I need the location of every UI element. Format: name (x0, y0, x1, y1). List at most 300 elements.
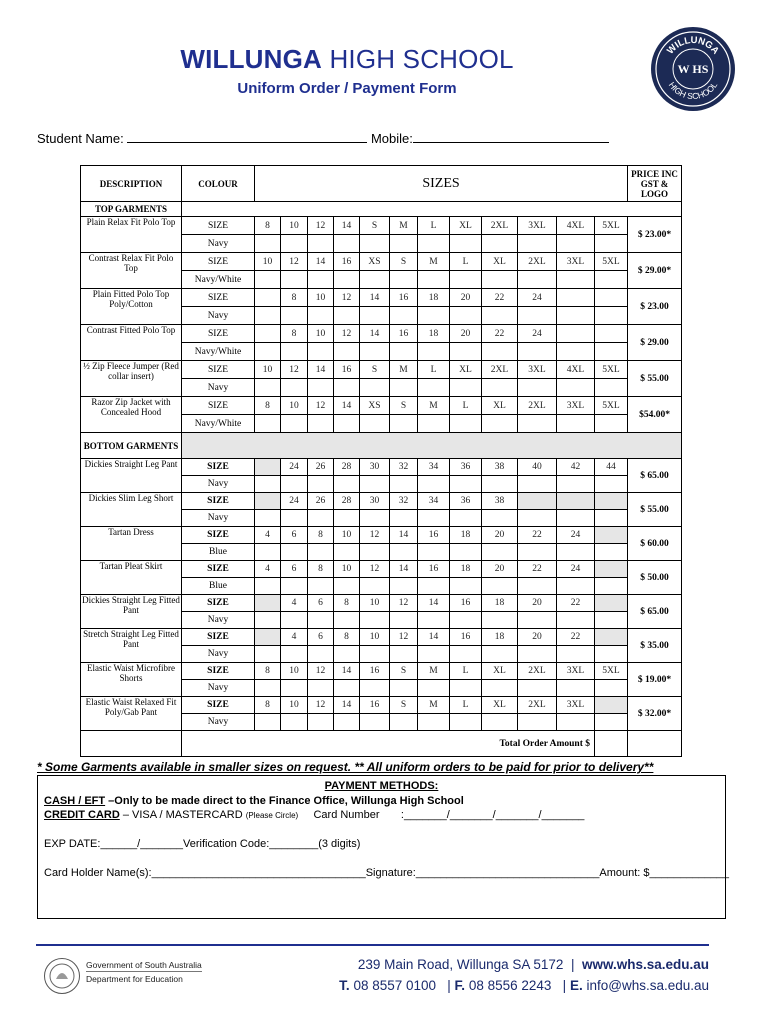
quantity-cell[interactable] (390, 476, 418, 493)
size-option-blank[interactable] (557, 325, 595, 343)
size-option-2XL[interactable]: 2XL (518, 663, 557, 680)
size-option-24[interactable]: 24 (557, 527, 595, 544)
card-holder-line[interactable]: Card Holder Name(s):___________________________________Signature:______________________________Amount: $_____________ (44, 867, 730, 879)
quantity-cell[interactable] (390, 343, 418, 361)
size-option-8[interactable]: 8 (281, 325, 308, 343)
quantity-cell[interactable] (281, 235, 308, 253)
quantity-cell[interactable] (334, 415, 360, 433)
size-option-blank[interactable] (595, 325, 628, 343)
size-option-L[interactable]: L (418, 217, 450, 235)
quantity-cell[interactable] (450, 680, 482, 697)
quantity-cell[interactable] (255, 714, 281, 731)
size-option-blank[interactable] (255, 325, 281, 343)
quantity-cell[interactable] (390, 646, 418, 663)
size-option-3XL[interactable]: 3XL (557, 663, 595, 680)
quantity-cell[interactable] (390, 510, 418, 527)
size-option-XL[interactable]: XL (482, 697, 518, 714)
quantity-cell[interactable] (281, 680, 308, 697)
quantity-cell[interactable] (281, 714, 308, 731)
size-option-10[interactable]: 10 (308, 325, 334, 343)
quantity-cell[interactable] (334, 612, 360, 629)
quantity-cell[interactable] (308, 646, 334, 663)
size-option-18[interactable]: 18 (418, 289, 450, 307)
size-option-16[interactable]: 16 (418, 527, 450, 544)
size-option-26[interactable]: 26 (308, 493, 334, 510)
size-option-4XL[interactable]: 4XL (557, 361, 595, 379)
quantity-cell[interactable] (360, 680, 390, 697)
quantity-cell[interactable] (281, 510, 308, 527)
size-option-2XL[interactable]: 2XL (518, 253, 557, 271)
size-option-6[interactable]: 6 (308, 595, 334, 612)
quantity-cell[interactable] (418, 271, 450, 289)
size-option-blank[interactable] (595, 289, 628, 307)
quantity-cell[interactable] (334, 379, 360, 397)
size-option-blank[interactable] (255, 629, 281, 646)
quantity-cell[interactable] (360, 307, 390, 325)
size-option-2XL[interactable]: 2XL (482, 217, 518, 235)
size-option-24[interactable]: 24 (557, 561, 595, 578)
quantity-cell[interactable] (595, 307, 628, 325)
quantity-cell[interactable] (518, 646, 557, 663)
size-option-10[interactable]: 10 (255, 253, 281, 271)
size-option-8[interactable]: 8 (255, 397, 281, 415)
quantity-cell[interactable] (255, 544, 281, 561)
quantity-cell[interactable] (450, 714, 482, 731)
quantity-cell[interactable] (482, 307, 518, 325)
quantity-cell[interactable] (334, 271, 360, 289)
quantity-cell[interactable] (390, 307, 418, 325)
size-option-14[interactable]: 14 (360, 325, 390, 343)
quantity-cell[interactable] (595, 235, 628, 253)
mobile-field[interactable] (413, 130, 609, 143)
size-option-42[interactable]: 42 (557, 459, 595, 476)
quantity-cell[interactable] (518, 235, 557, 253)
quantity-cell[interactable] (557, 476, 595, 493)
quantity-cell[interactable] (360, 379, 390, 397)
size-option-4[interactable]: 4 (255, 527, 281, 544)
quantity-cell[interactable] (255, 235, 281, 253)
quantity-cell[interactable] (482, 343, 518, 361)
size-option-20[interactable]: 20 (518, 629, 557, 646)
size-option-24[interactable]: 24 (281, 493, 308, 510)
quantity-cell[interactable] (360, 415, 390, 433)
size-option-36[interactable]: 36 (450, 493, 482, 510)
size-option-M[interactable]: M (418, 253, 450, 271)
quantity-cell[interactable] (334, 714, 360, 731)
size-option-12[interactable]: 12 (390, 595, 418, 612)
quantity-cell[interactable] (482, 578, 518, 595)
quantity-cell[interactable] (595, 714, 628, 731)
quantity-cell[interactable] (390, 544, 418, 561)
size-option-3XL[interactable]: 3XL (518, 217, 557, 235)
quantity-cell[interactable] (450, 544, 482, 561)
size-option-8[interactable]: 8 (255, 697, 281, 714)
size-option-S[interactable]: S (390, 697, 418, 714)
size-option-14[interactable]: 14 (308, 361, 334, 379)
size-option-12[interactable]: 12 (334, 325, 360, 343)
size-option-blank[interactable] (255, 493, 281, 510)
quantity-cell[interactable] (255, 307, 281, 325)
size-option-S[interactable]: S (360, 217, 390, 235)
quantity-cell[interactable] (334, 510, 360, 527)
size-option-14[interactable]: 14 (334, 217, 360, 235)
total-order-amount[interactable] (628, 731, 682, 757)
quantity-cell[interactable] (281, 544, 308, 561)
size-option-2XL[interactable]: 2XL (482, 361, 518, 379)
quantity-cell[interactable] (334, 544, 360, 561)
quantity-cell[interactable] (255, 415, 281, 433)
size-option-14[interactable]: 14 (418, 595, 450, 612)
quantity-cell[interactable] (482, 235, 518, 253)
quantity-cell[interactable] (450, 343, 482, 361)
quantity-cell[interactable] (360, 271, 390, 289)
size-option-6[interactable]: 6 (281, 561, 308, 578)
size-option-XL[interactable]: XL (482, 253, 518, 271)
quantity-cell[interactable] (518, 271, 557, 289)
quantity-cell[interactable] (255, 343, 281, 361)
quantity-cell[interactable] (281, 646, 308, 663)
size-option-8[interactable]: 8 (308, 527, 334, 544)
size-option-24[interactable]: 24 (518, 289, 557, 307)
size-option-10[interactable]: 10 (334, 527, 360, 544)
quantity-cell[interactable] (450, 510, 482, 527)
size-option-10[interactable]: 10 (360, 629, 390, 646)
size-option-12[interactable]: 12 (360, 527, 390, 544)
size-option-12[interactable]: 12 (281, 361, 308, 379)
quantity-cell[interactable] (255, 476, 281, 493)
quantity-cell[interactable] (360, 343, 390, 361)
size-option-6[interactable]: 6 (308, 629, 334, 646)
quantity-cell[interactable] (390, 415, 418, 433)
size-option-22[interactable]: 22 (557, 629, 595, 646)
size-option-L[interactable]: L (450, 397, 482, 415)
size-option-blank[interactable] (557, 493, 595, 510)
quantity-cell[interactable] (450, 271, 482, 289)
size-option-14[interactable]: 14 (334, 397, 360, 415)
size-option-3XL[interactable]: 3XL (518, 361, 557, 379)
quantity-cell[interactable] (390, 578, 418, 595)
quantity-cell[interactable] (450, 415, 482, 433)
size-option-L[interactable]: L (450, 663, 482, 680)
size-option-18[interactable]: 18 (450, 561, 482, 578)
quantity-cell[interactable] (308, 510, 334, 527)
size-option-blank[interactable] (518, 493, 557, 510)
quantity-cell[interactable] (450, 235, 482, 253)
size-option-3XL[interactable]: 3XL (557, 397, 595, 415)
quantity-cell[interactable] (557, 612, 595, 629)
size-option-22[interactable]: 22 (482, 289, 518, 307)
size-option-5XL[interactable]: 5XL (595, 217, 628, 235)
quantity-cell[interactable] (308, 379, 334, 397)
size-option-14[interactable]: 14 (390, 527, 418, 544)
size-option-2XL[interactable]: 2XL (518, 397, 557, 415)
quantity-cell[interactable] (595, 680, 628, 697)
quantity-cell[interactable] (308, 415, 334, 433)
size-option-8[interactable]: 8 (255, 217, 281, 235)
quantity-cell[interactable] (418, 415, 450, 433)
quantity-cell[interactable] (360, 714, 390, 731)
size-option-24[interactable]: 24 (281, 459, 308, 476)
size-option-8[interactable]: 8 (255, 663, 281, 680)
size-option-blank[interactable] (595, 697, 628, 714)
exp-date-line[interactable]: EXP DATE:______/_______Verification Code:________(3 digits) (44, 838, 361, 850)
quantity-cell[interactable] (595, 510, 628, 527)
size-option-8[interactable]: 8 (334, 629, 360, 646)
size-option-14[interactable]: 14 (308, 253, 334, 271)
size-option-16[interactable]: 16 (450, 595, 482, 612)
quantity-cell[interactable] (418, 680, 450, 697)
quantity-cell[interactable] (518, 343, 557, 361)
size-option-38[interactable]: 38 (482, 459, 518, 476)
quantity-cell[interactable] (255, 646, 281, 663)
quantity-cell[interactable] (255, 612, 281, 629)
quantity-cell[interactable] (482, 510, 518, 527)
quantity-cell[interactable] (482, 544, 518, 561)
size-option-blank[interactable] (557, 289, 595, 307)
size-option-34[interactable]: 34 (418, 459, 450, 476)
quantity-cell[interactable] (334, 235, 360, 253)
quantity-cell[interactable] (595, 544, 628, 561)
quantity-cell[interactable] (308, 271, 334, 289)
size-option-4[interactable]: 4 (281, 595, 308, 612)
size-option-blank[interactable] (255, 459, 281, 476)
quantity-cell[interactable] (334, 578, 360, 595)
size-option-20[interactable]: 20 (450, 289, 482, 307)
size-option-10[interactable]: 10 (255, 361, 281, 379)
quantity-cell[interactable] (418, 578, 450, 595)
quantity-cell[interactable] (418, 235, 450, 253)
size-option-12[interactable]: 12 (390, 629, 418, 646)
quantity-cell[interactable] (557, 680, 595, 697)
size-option-L[interactable]: L (450, 253, 482, 271)
size-option-12[interactable]: 12 (360, 561, 390, 578)
quantity-cell[interactable] (518, 578, 557, 595)
size-option-16[interactable]: 16 (334, 361, 360, 379)
size-option-22[interactable]: 22 (557, 595, 595, 612)
size-option-XL[interactable]: XL (450, 361, 482, 379)
size-option-5XL[interactable]: 5XL (595, 253, 628, 271)
quantity-cell[interactable] (595, 646, 628, 663)
quantity-cell[interactable] (281, 476, 308, 493)
quantity-cell[interactable] (450, 646, 482, 663)
size-option-28[interactable]: 28 (334, 493, 360, 510)
size-option-18[interactable]: 18 (418, 325, 450, 343)
size-option-3XL[interactable]: 3XL (557, 697, 595, 714)
size-option-26[interactable]: 26 (308, 459, 334, 476)
quantity-cell[interactable] (308, 235, 334, 253)
quantity-cell[interactable] (418, 476, 450, 493)
size-option-44[interactable]: 44 (595, 459, 628, 476)
size-option-14[interactable]: 14 (418, 629, 450, 646)
size-option-5XL[interactable]: 5XL (595, 397, 628, 415)
size-option-10[interactable]: 10 (334, 561, 360, 578)
quantity-cell[interactable] (255, 271, 281, 289)
size-option-blank[interactable] (595, 527, 628, 544)
quantity-cell[interactable] (482, 714, 518, 731)
size-option-32[interactable]: 32 (390, 459, 418, 476)
quantity-cell[interactable] (482, 612, 518, 629)
size-option-4[interactable]: 4 (281, 629, 308, 646)
quantity-cell[interactable] (482, 415, 518, 433)
size-option-10[interactable]: 10 (281, 217, 308, 235)
quantity-cell[interactable] (390, 379, 418, 397)
quantity-cell[interactable] (482, 680, 518, 697)
size-option-14[interactable]: 14 (360, 289, 390, 307)
quantity-cell[interactable] (482, 379, 518, 397)
size-option-18[interactable]: 18 (482, 595, 518, 612)
quantity-cell[interactable] (557, 415, 595, 433)
quantity-cell[interactable] (255, 379, 281, 397)
quantity-cell[interactable] (482, 646, 518, 663)
size-option-10[interactable]: 10 (308, 289, 334, 307)
size-option-40[interactable]: 40 (518, 459, 557, 476)
size-option-22[interactable]: 22 (482, 325, 518, 343)
size-option-blank[interactable] (255, 289, 281, 307)
size-option-16[interactable]: 16 (360, 663, 390, 680)
size-option-10[interactable]: 10 (360, 595, 390, 612)
size-option-12[interactable]: 12 (308, 697, 334, 714)
size-option-M[interactable]: M (390, 217, 418, 235)
size-option-10[interactable]: 10 (281, 697, 308, 714)
size-option-L[interactable]: L (450, 697, 482, 714)
size-option-16[interactable]: 16 (418, 561, 450, 578)
quantity-cell[interactable] (450, 379, 482, 397)
size-option-XS[interactable]: XS (360, 253, 390, 271)
school-website[interactable]: www.whs.sa.edu.au (581, 957, 709, 972)
quantity-cell[interactable] (518, 680, 557, 697)
size-option-XS[interactable]: XS (360, 397, 390, 415)
quantity-cell[interactable] (390, 714, 418, 731)
size-option-30[interactable]: 30 (360, 459, 390, 476)
quantity-cell[interactable] (557, 235, 595, 253)
quantity-cell[interactable] (557, 646, 595, 663)
quantity-cell[interactable] (255, 578, 281, 595)
quantity-cell[interactable] (390, 612, 418, 629)
quantity-cell[interactable] (557, 714, 595, 731)
size-option-16[interactable]: 16 (390, 325, 418, 343)
size-option-blank[interactable] (595, 493, 628, 510)
size-option-12[interactable]: 12 (308, 663, 334, 680)
quantity-cell[interactable] (281, 578, 308, 595)
quantity-cell[interactable] (308, 476, 334, 493)
quantity-cell[interactable] (557, 343, 595, 361)
size-option-22[interactable]: 22 (518, 527, 557, 544)
size-option-5XL[interactable]: 5XL (595, 663, 628, 680)
quantity-cell[interactable] (450, 578, 482, 595)
quantity-cell[interactable] (418, 343, 450, 361)
size-option-12[interactable]: 12 (334, 289, 360, 307)
quantity-cell[interactable] (360, 612, 390, 629)
size-option-34[interactable]: 34 (418, 493, 450, 510)
size-option-L[interactable]: L (418, 361, 450, 379)
quantity-cell[interactable] (334, 476, 360, 493)
quantity-cell[interactable] (557, 307, 595, 325)
quantity-cell[interactable] (450, 476, 482, 493)
quantity-cell[interactable] (308, 343, 334, 361)
size-option-M[interactable]: M (418, 397, 450, 415)
size-option-20[interactable]: 20 (450, 325, 482, 343)
size-option-XL[interactable]: XL (482, 663, 518, 680)
size-option-2XL[interactable]: 2XL (518, 697, 557, 714)
quantity-cell[interactable] (418, 307, 450, 325)
quantity-cell[interactable] (595, 578, 628, 595)
size-option-8[interactable]: 8 (308, 561, 334, 578)
quantity-cell[interactable] (360, 544, 390, 561)
quantity-cell[interactable] (281, 307, 308, 325)
quantity-cell[interactable] (360, 476, 390, 493)
size-option-28[interactable]: 28 (334, 459, 360, 476)
quantity-cell[interactable] (595, 415, 628, 433)
size-option-blank[interactable] (255, 595, 281, 612)
quantity-cell[interactable] (518, 510, 557, 527)
quantity-cell[interactable] (595, 343, 628, 361)
quantity-cell[interactable] (308, 578, 334, 595)
quantity-cell[interactable] (482, 476, 518, 493)
size-option-XL[interactable]: XL (450, 217, 482, 235)
size-option-5XL[interactable]: 5XL (595, 361, 628, 379)
quantity-cell[interactable] (255, 510, 281, 527)
size-option-16[interactable]: 16 (390, 289, 418, 307)
quantity-cell[interactable] (418, 612, 450, 629)
quantity-cell[interactable] (557, 578, 595, 595)
quantity-cell[interactable] (450, 307, 482, 325)
size-option-12[interactable]: 12 (308, 397, 334, 415)
size-option-14[interactable]: 14 (390, 561, 418, 578)
quantity-cell[interactable] (308, 544, 334, 561)
quantity-cell[interactable] (334, 646, 360, 663)
quantity-cell[interactable] (418, 646, 450, 663)
size-option-8[interactable]: 8 (281, 289, 308, 307)
quantity-cell[interactable] (557, 544, 595, 561)
quantity-cell[interactable] (595, 612, 628, 629)
size-option-20[interactable]: 20 (518, 595, 557, 612)
quantity-cell[interactable] (334, 343, 360, 361)
quantity-cell[interactable] (281, 343, 308, 361)
email-address[interactable]: info@whs.sa.edu.au (586, 978, 709, 993)
size-option-6[interactable]: 6 (281, 527, 308, 544)
quantity-cell[interactable] (390, 235, 418, 253)
size-option-12[interactable]: 12 (281, 253, 308, 271)
quantity-cell[interactable] (281, 271, 308, 289)
quantity-cell[interactable] (308, 714, 334, 731)
quantity-cell[interactable] (390, 680, 418, 697)
quantity-cell[interactable] (518, 612, 557, 629)
quantity-cell[interactable] (418, 544, 450, 561)
quantity-cell[interactable] (360, 578, 390, 595)
quantity-cell[interactable] (557, 379, 595, 397)
size-option-16[interactable]: 16 (334, 253, 360, 271)
quantity-cell[interactable] (418, 714, 450, 731)
quantity-cell[interactable] (518, 379, 557, 397)
quantity-cell[interactable] (595, 476, 628, 493)
quantity-cell[interactable] (418, 510, 450, 527)
quantity-cell[interactable] (308, 307, 334, 325)
quantity-cell[interactable] (557, 510, 595, 527)
size-option-S[interactable]: S (390, 663, 418, 680)
size-option-blank[interactable] (595, 561, 628, 578)
quantity-cell[interactable] (334, 307, 360, 325)
quantity-cell[interactable] (360, 235, 390, 253)
size-option-20[interactable]: 20 (482, 561, 518, 578)
quantity-cell[interactable] (281, 379, 308, 397)
size-option-30[interactable]: 30 (360, 493, 390, 510)
size-option-16[interactable]: 16 (450, 629, 482, 646)
size-option-38[interactable]: 38 (482, 493, 518, 510)
size-option-22[interactable]: 22 (518, 561, 557, 578)
quantity-cell[interactable] (255, 680, 281, 697)
quantity-cell[interactable] (281, 415, 308, 433)
size-option-XL[interactable]: XL (482, 397, 518, 415)
